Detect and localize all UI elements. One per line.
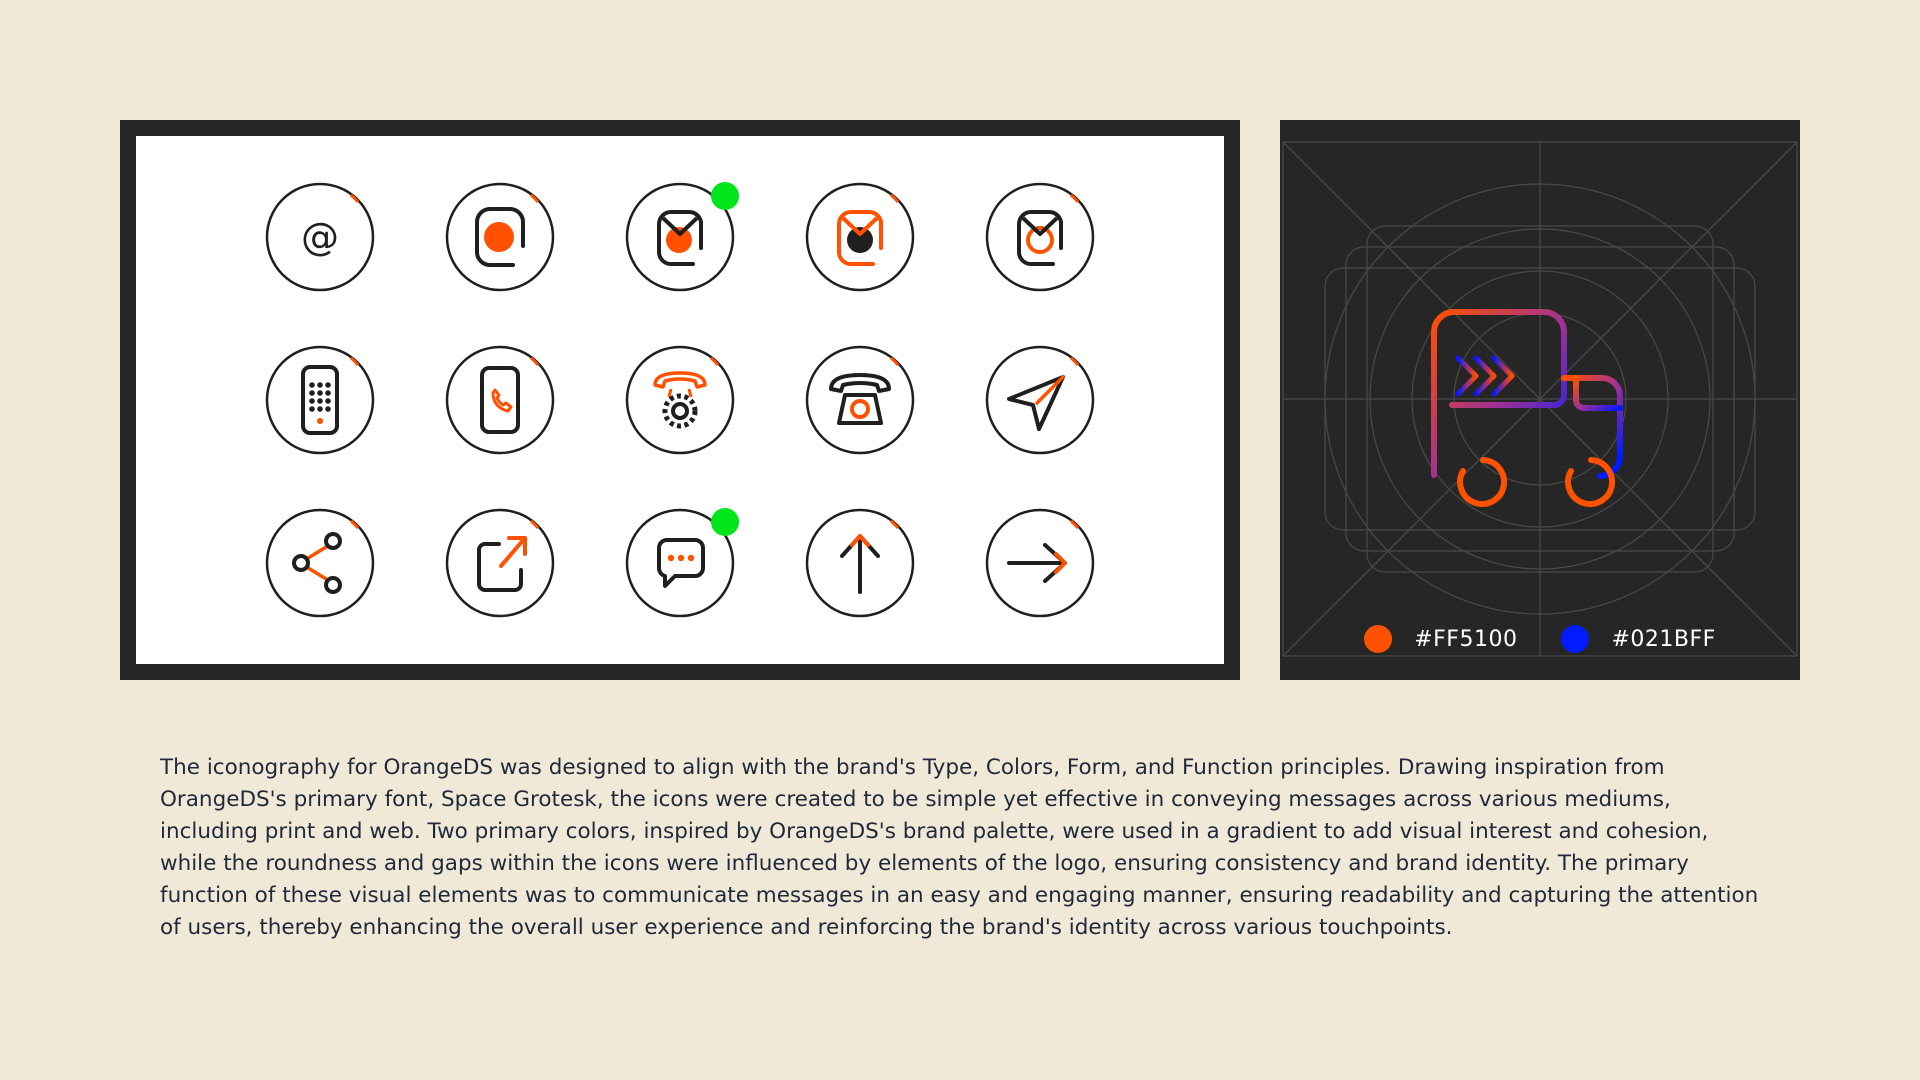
arrow-up-icon [805,508,915,618]
rotary-phone-icon [625,345,735,455]
swatch-blue [1561,625,1715,653]
icon-set-card [120,120,1240,680]
at-sign-filled-icon [445,182,555,292]
arrow-right-icon [985,508,1095,618]
orange-swatch-dot [1364,625,1392,653]
swatch-orange [1364,625,1517,653]
at-sign-icon [265,182,375,292]
notification-badge [711,182,739,210]
icon-grid [265,182,1095,618]
desk-phone-icon [805,345,915,455]
mail-at-filled-icon [805,182,915,292]
icon-set-panel [136,136,1224,664]
delivery-truck-icon [1434,312,1620,504]
mail-at-notification-icon [625,182,735,292]
notification-badge [711,508,739,536]
blue-swatch-dot [1561,625,1589,653]
mail-at-outline-icon [985,182,1095,292]
color-swatches [1280,622,1800,656]
icon-showcase-card [1280,120,1800,680]
send-icon [985,345,1095,455]
iconography-description: The iconography for OrangeDS was designed to align with the brand's Type, Colors, Form, and Function principles. Drawing inspiration from OrangeDS's primary font, Space Grotesk, the icons were created to be simple yet effective in conveying messages across various mediums, including print and web. Two primary colors, inspired by OrangeDS's brand palette, were used in a gradient to add visual interest and cohesion, while the roundness and gaps within the icons were influenced by elements of the logo, ensuring consistency and brand identity. The primary function of these visual elements was to communicate messages in an easy and engaging manner, ensuring readability and capturing the attention of users, thereby enhancing the overall user experience and reinforcing the brand's identity across various touchpoints. [160,755,1759,940]
chat-notification-icon [625,508,735,618]
blue-swatch-label: #021BFF [1611,626,1716,652]
svg-text:@: @ [301,215,339,259]
orange-swatch-label: #FF5100 [1414,626,1518,652]
icon-construction-grid [1280,120,1800,680]
share-icon [265,508,375,618]
mobile-keypad-icon [265,345,375,455]
external-link-icon [445,508,555,618]
mobile-call-icon [445,345,555,455]
